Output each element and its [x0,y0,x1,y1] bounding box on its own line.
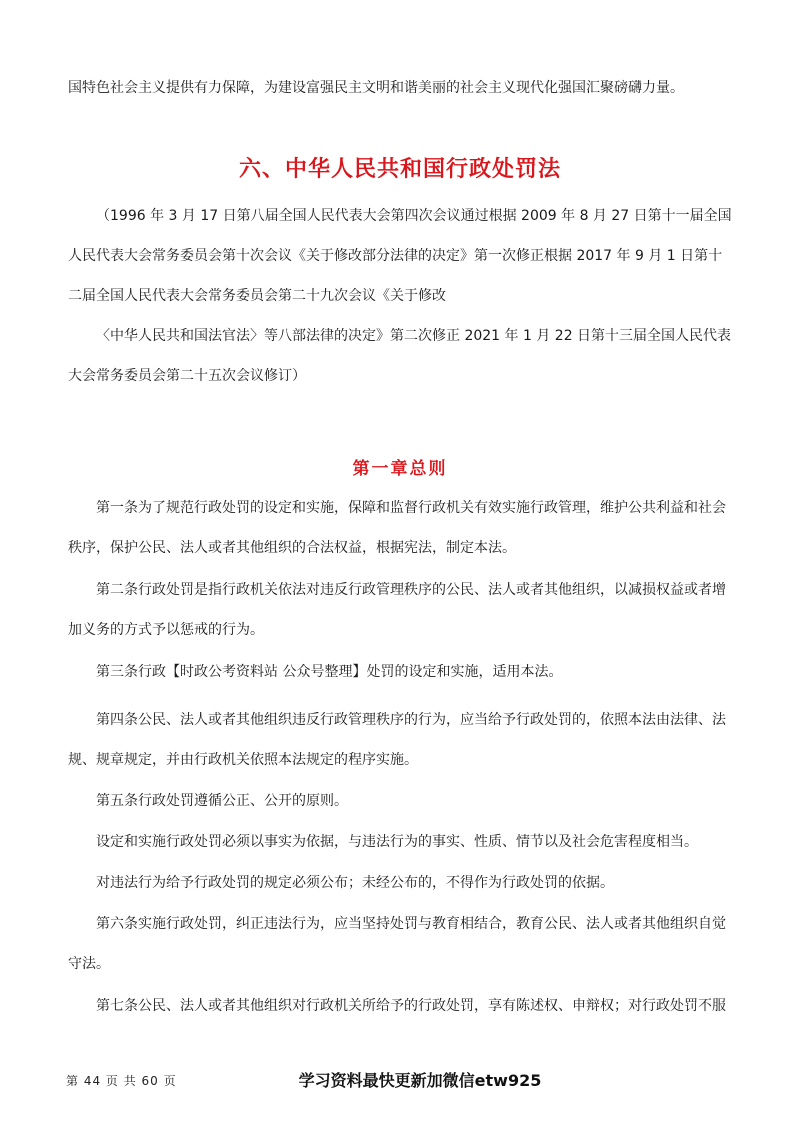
article-5-clause-3: 对违法行为给予行政处罚的规定必须公布；未经公布的，不得作为行政处罚的依据。 [96,875,614,891]
article-4: 第四条公民、法人或者其他组织违反行政管理秩序的行为，应当给予行政处罚的，依照本法由法律、法规、规章规定，并由行政机关依照本法规定的程序实施。 [68,712,726,768]
page-number: 第 44 页 共 60 页 [66,1074,177,1088]
article-5-clause-2: 设定和实施行政处罚必须以事实为依据，与违法行为的事实、性质、情节以及社会危害程度相当。 [96,834,698,850]
section-title: 六、中华人民共和国行政处罚法 [238,157,561,182]
preamble-paragraph-2: 〈中华人民共和国法官法〉等八部法律的决定》第二次修正 2021 年 1 月 22 日第十三届全国人民代表大会常务委员会第二十五次会议修订） [68,328,732,384]
article-7: 第七条公民、法人或者其他组织对行政机关所给予的行政处罚，享有陈述权、申辩权；对行政处罚不服 [96,998,726,1014]
article-5: 第五条行政处罚遵循公正、公开的原则。 [96,793,348,809]
chapter-title: 第一章总则 [352,459,448,479]
footer-ad-label: 学习资料最快更新加微信etw925 [298,1071,542,1090]
continued-paragraph: 国特色社会主义提供有力保障，为建设富强民主文明和谐美丽的社会主义现代化强国汇聚磅礴力量。 [68,80,684,96]
preamble-paragraph-1: （1996 年 3 月 17 日第八届全国人民代表大会第四次会议通过根据 2009 年 8 月 27 日第十一届全国人民代表大会常务委员会第十次会议《关于修改部分法律的决定》第一次修正根据 2017 年 9 月 1 日第十二届全国人民代表大会常务委员会第二十九次会议《关于修改 [68,208,732,304]
article-1: 第一条为了规范行政处罚的设定和实施，保障和监督行政机关有效实施行政管理，维护公共利益和社会秩序，保护公民、法人或者其他组织的合法权益，根据宪法，制定本法。 [68,500,726,556]
article-2: 第二条行政处罚是指行政机关依法对违反行政管理秩序的公民、法人或者其他组织，以减损权益或者增加义务的方式予以惩戒的行为。 [68,582,726,638]
article-6: 第六条实施行政处罚，纠正违法行为，应当坚持处罚与教育相结合，教育公民、法人或者其他组织自觉守法。 [68,916,726,972]
footer-ad-text [0,1068,800,1091]
article-3: 第三条行政【时政公考资料站 公众号整理】处罚的设定和实施，适用本法。 [96,664,563,680]
